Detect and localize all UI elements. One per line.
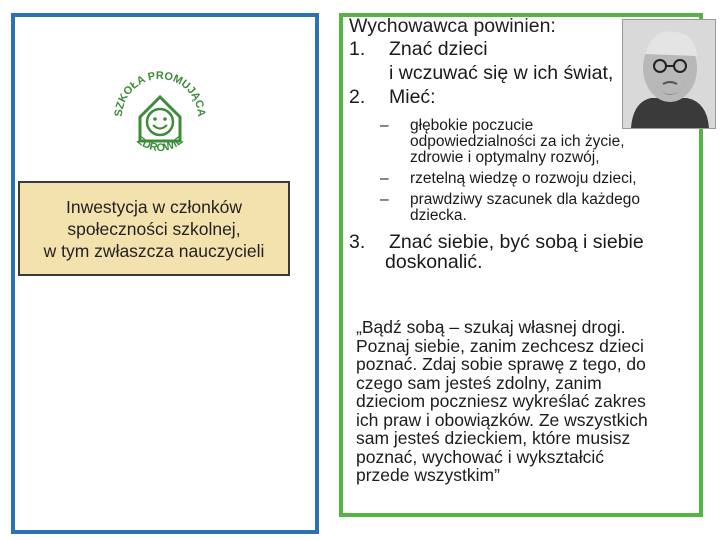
logo-text-top: SZKOŁA PROMUJĄCA xyxy=(112,69,208,118)
svg-text:ZDROWIE xyxy=(134,135,185,155)
investment-box-text: Inwestycja w członków społeczności szkolnej, w tym zwłaszcza nauczycieli xyxy=(43,196,265,261)
smiley-icon xyxy=(147,109,173,135)
korczak-quote: „Bądź sobą – szukaj własnej drogi. Poznaj siebie, zanim zechcesz dzieci poznać. Zdaj sobie sprawę z tego, do czego sam jesteś zdolny, zanim dzieciom poczniesz wykreślać zakres ich praw i obowiązków. Ze wszystkich sam jesteś dzieckiem, które musisz poznać, wychować i wykształcić przede wszystkim” xyxy=(356,317,648,485)
list-item-1-cont: i wczuwać się w ich świat, xyxy=(389,62,614,84)
investment-box xyxy=(18,181,290,276)
list-item-3-cont: doskonalić. xyxy=(385,251,483,273)
heading: Wychowawca powinien: xyxy=(349,15,556,37)
portrait-image xyxy=(622,19,716,129)
health-promoting-school-logo xyxy=(108,61,212,165)
logo-text-bottom: ZDROWIE xyxy=(134,134,186,155)
